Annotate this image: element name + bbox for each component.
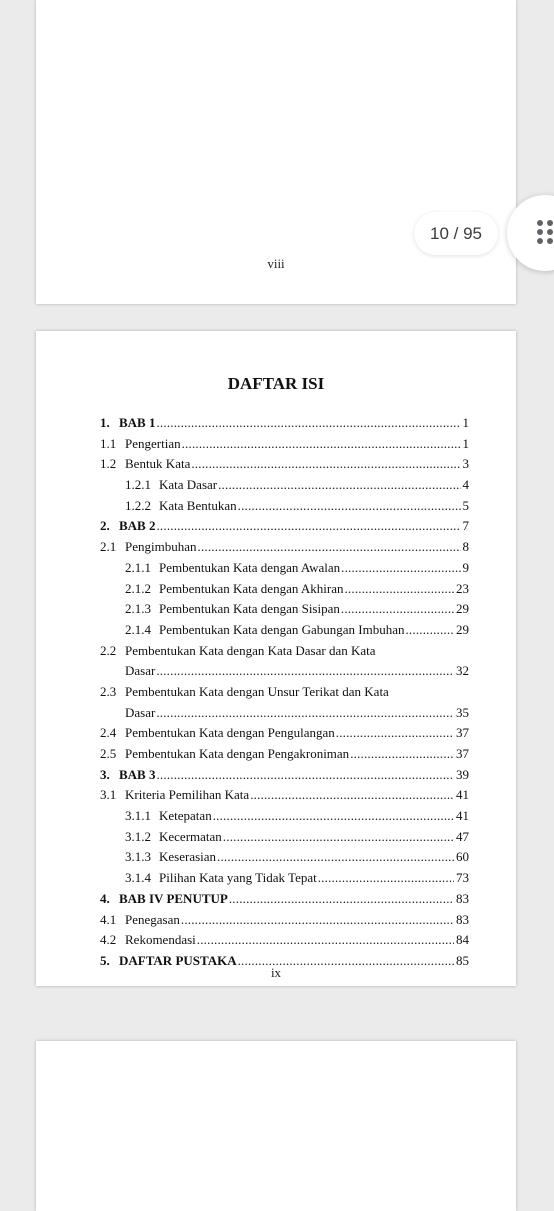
toc-entry-number: 3.1.2 — [125, 828, 151, 844]
toc-entry-title: BAB 1 — [119, 415, 156, 430]
toc-entry-number: 4. — [100, 890, 110, 906]
toc-entry-page: 32 — [456, 663, 469, 679]
toc-entry-page: 37 — [456, 725, 469, 741]
toc-entry[interactable] — [100, 415, 469, 436]
dot-leader — [156, 663, 454, 679]
toc-entry-page: 8 — [462, 539, 469, 555]
toc-entry-title: Pembentukan Kata dengan Pengulangan — [125, 725, 335, 741]
toc-entry-number: 2.1 — [100, 539, 117, 555]
toc-entry-number: 2. — [100, 518, 110, 534]
toc-entry-continuation[interactable] — [100, 663, 469, 684]
toc-entry-page: 39 — [456, 766, 469, 782]
toc-entry-number: 3.1 — [100, 787, 117, 803]
dot-leader — [191, 456, 460, 472]
toc-entry-number: 2.4 — [100, 725, 117, 741]
toc-entry[interactable] — [100, 456, 469, 477]
toc-entry-title: BAB IV PENUTUP — [119, 890, 228, 906]
toc-entry-number: 1.2.2 — [125, 497, 151, 513]
toc-entry[interactable] — [100, 581, 469, 602]
toc-entry[interactable] — [100, 601, 469, 622]
toc-entry[interactable] — [100, 560, 469, 581]
toc-entry-page: 41 — [456, 808, 469, 824]
toc-entry-title: DAFTAR PUSTAKA — [119, 952, 237, 968]
toc-entry-title: Pengertian — [125, 435, 181, 451]
toc-entry-title: Keserasian — [159, 849, 217, 865]
dot-leader — [182, 436, 461, 452]
dot-leader — [318, 870, 454, 886]
toc-entry-page: 3 — [462, 456, 469, 472]
toc-entry-page: 4 — [462, 477, 469, 493]
toc-entry-title: Pembentukan Kata dengan Gabungan Imbuhan — [159, 621, 405, 637]
toc-entry[interactable] — [100, 870, 469, 891]
toc-entry-number: 2.2 — [100, 642, 117, 658]
toc-entry[interactable] — [100, 725, 469, 746]
toc-entry-page: 47 — [456, 828, 469, 844]
toc-entry-title: Rekomendasi — [125, 932, 196, 948]
toc-entry-number: 4.2 — [100, 932, 117, 948]
toc-entry-number: 4.1 — [100, 911, 117, 927]
dot-leader — [341, 601, 454, 617]
dot-leader — [405, 622, 454, 638]
toc-entry-title: Pembentukan Kata dengan Awalan — [159, 559, 341, 575]
toc-entry[interactable] — [100, 849, 469, 870]
toc-entry-page: 41 — [456, 787, 469, 803]
toc-entry-number: 1.2.1 — [125, 477, 151, 493]
dot-leader — [341, 560, 460, 576]
toc-entry-page: 1 — [462, 415, 469, 430]
dot-leader — [223, 829, 454, 845]
toc-entry-title-continued: Dasar — [125, 704, 156, 720]
toc-entry[interactable] — [100, 477, 469, 498]
toc-entry-number: 1.2 — [100, 456, 117, 472]
dot-leader — [198, 539, 461, 555]
toc-entry-title: Ketepatan — [159, 808, 212, 824]
table-of-contents — [100, 415, 469, 974]
toc-entry-page: 83 — [456, 911, 469, 927]
toc-entry-number: 1. — [100, 415, 110, 430]
toc-entry-number: 5. — [100, 952, 110, 968]
pdf-page-ix — [36, 331, 516, 986]
toc-entry[interactable] — [100, 808, 469, 829]
toc-entry-page: 7 — [462, 518, 469, 534]
dot-leader — [156, 415, 460, 431]
toc-entry[interactable] — [100, 539, 469, 560]
toc-entry-number: 2.5 — [100, 746, 117, 761]
toc-entry-page: 29 — [456, 601, 469, 617]
toc-entry[interactable] — [100, 518, 469, 539]
dot-leader — [229, 891, 454, 907]
toc-entry-page: 35 — [456, 704, 469, 720]
toc-entry-title: Kata Dasar — [159, 477, 218, 493]
toc-entry-page: 73 — [456, 870, 469, 886]
toc-entry[interactable] — [100, 767, 469, 788]
pdf-page-next — [36, 1041, 516, 1211]
dot-leader — [250, 787, 454, 803]
toc-entry-number: 2.1.4 — [125, 621, 151, 637]
toc-entry[interactable] — [100, 746, 469, 767]
toc-entry[interactable] — [100, 498, 469, 519]
dot-leader — [336, 725, 454, 741]
dot-leader — [218, 477, 460, 493]
toc-entry-number: 2.1.3 — [125, 601, 151, 617]
toc-entry[interactable] — [100, 787, 469, 808]
toc-entry-title: Pembentukan Kata dengan Kata Dasar dan Kata — [125, 642, 376, 658]
dot-leader — [350, 746, 454, 762]
pdf-page-viii — [36, 0, 516, 304]
toc-entry-page: 37 — [456, 746, 469, 761]
dot-leader — [238, 498, 461, 514]
dot-leader — [344, 581, 454, 597]
toc-entry-page: 29 — [456, 621, 469, 637]
toc-entry-number: 3. — [100, 766, 110, 782]
toc-entry-title: Kecermatan — [159, 828, 222, 844]
toc-entry-page: 60 — [456, 849, 469, 865]
toc-entry-number: 2.1.2 — [125, 580, 151, 596]
toc-entry-number: 3.1.4 — [125, 870, 151, 886]
toc-entry[interactable] — [100, 891, 469, 912]
toc-entry-title: Pembentukan Kata dengan Pengakroniman — [125, 746, 350, 761]
toc-entry[interactable] — [100, 912, 469, 933]
page-counter: 10 / 95 — [414, 212, 498, 255]
page-number: viii — [267, 256, 285, 271]
page-number: ix — [270, 965, 282, 980]
toc-entry-page: 5 — [462, 497, 469, 513]
toc-entry-title: Pengimbuhan — [125, 539, 197, 555]
dot-leader — [181, 912, 454, 928]
toc-title: DAFTAR ISI — [227, 374, 325, 393]
toc-entry[interactable] — [100, 436, 469, 457]
toc-entry-title: BAB 3 — [119, 766, 156, 782]
toc-entry-title: Bentuk Kata — [125, 456, 191, 472]
toc-entry-page: 9 — [462, 559, 469, 575]
dot-leader — [197, 932, 454, 948]
dot-leader — [213, 808, 454, 824]
dot-leader — [156, 767, 454, 783]
toc-entry-number: 2.3 — [100, 683, 117, 699]
toc-entry[interactable] — [100, 684, 469, 705]
toc-entry-title: Penegasan — [125, 911, 180, 927]
toc-entry-number: 3.1.1 — [125, 808, 151, 824]
toc-entry-title: Pembentukan Kata dengan Sisipan — [159, 601, 340, 617]
toc-entry-title: Kriteria Pemilihan Kata — [125, 787, 250, 803]
dot-leader — [156, 518, 460, 534]
toc-entry-number: 1.1 — [100, 435, 117, 451]
toc-entry-number: 3.1.3 — [125, 849, 151, 865]
toc-entry-page: 83 — [456, 890, 469, 906]
toc-entry[interactable] — [100, 932, 469, 953]
toc-entry-title-continued: Dasar — [125, 663, 156, 679]
toc-entry[interactable] — [100, 643, 469, 664]
toc-entry-title: Pembentukan Kata dengan Unsur Terikat dan Kata — [125, 683, 389, 699]
toc-entry[interactable] — [100, 622, 469, 643]
grid-dots-icon — [537, 220, 553, 244]
toc-entry-page: 1 — [462, 435, 469, 451]
dot-leader — [217, 849, 454, 865]
toc-entry-page: 85 — [456, 952, 469, 968]
toc-entry-title: Pembentukan Kata dengan Akhiran — [159, 580, 344, 596]
toc-entry-page: 23 — [456, 580, 469, 596]
toc-entry-title: BAB 2 — [119, 518, 156, 534]
toc-entry[interactable] — [100, 829, 469, 850]
toc-entry-title: Kata Bentukan — [159, 497, 237, 513]
toc-entry-number: 2.1.1 — [125, 559, 151, 575]
toc-entry-title: Pilihan Kata yang Tidak Tepat — [159, 870, 317, 886]
dot-leader — [156, 705, 454, 721]
toc-entry-continuation[interactable] — [100, 705, 469, 726]
toc-entry-page: 84 — [456, 932, 469, 948]
